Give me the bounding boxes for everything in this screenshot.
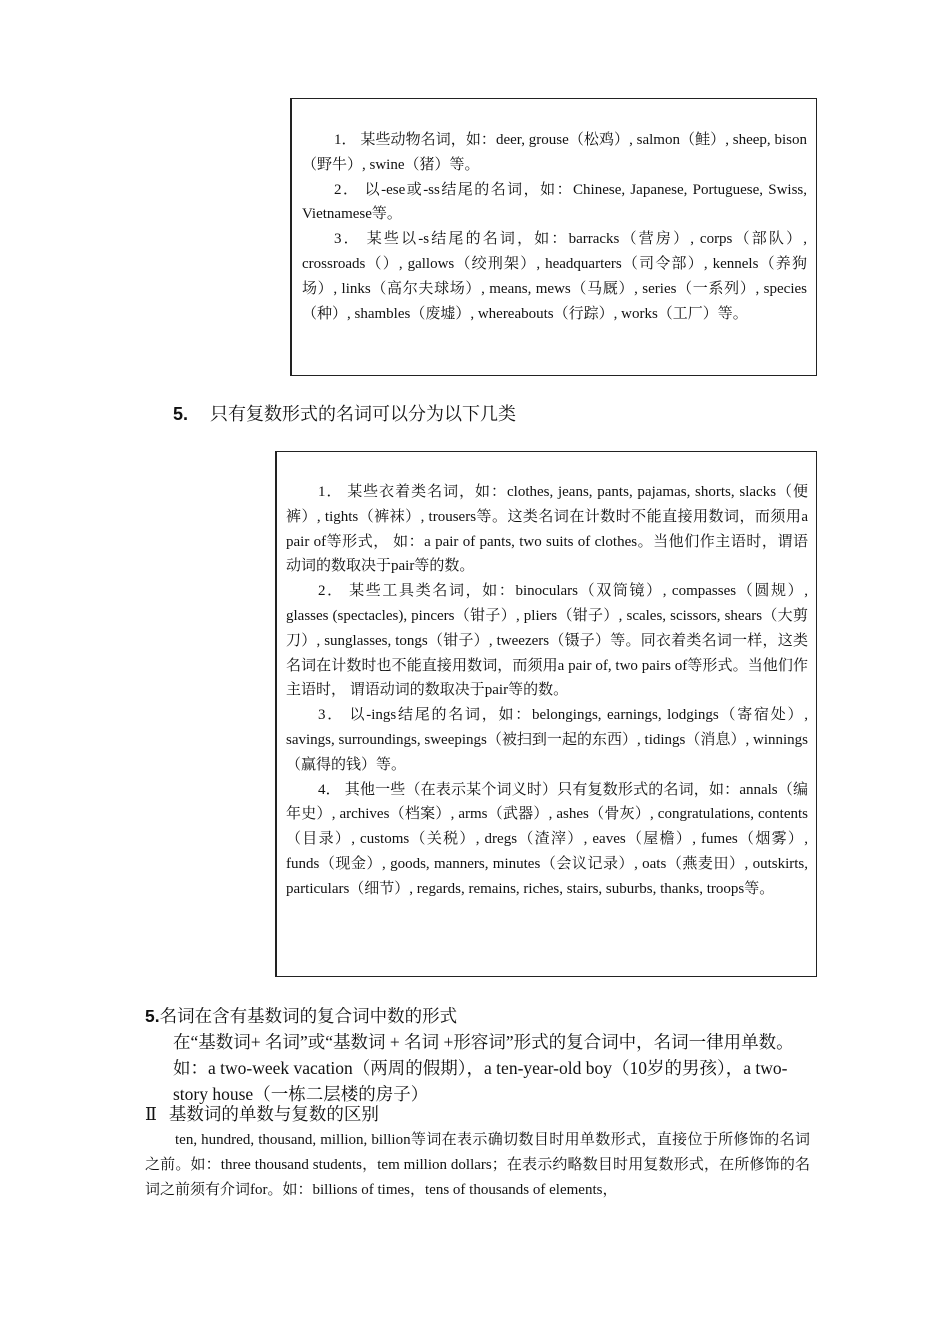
section-heading-plural-only — [173, 400, 516, 426]
list-item: 3． 某些以-s结尾的名词，如：barracks（营房）, corps（部队）, crossroads（）, gallows（绞刑架）, headquarters（司令部）, kennels（养狗场）, links（高尔夫球场）, means, mews（马厩）, series（一系列）, species（种）, shambles（废墟）, whereabouts（行踪）, works（工厂）等。 — [302, 231, 807, 322]
note-box-text — [302, 128, 807, 326]
section-compound-words — [145, 1003, 810, 1107]
section-title: 基数词的单数与复数的区别 — [168, 1104, 379, 1124]
note-box-text — [286, 480, 808, 902]
section-heading — [145, 1003, 810, 1029]
list-item: 4． 其他一些（在表示某个词义时）只有复数形式的名词，如：annals（编年史）, archives（档案）, arms（武器）, ashes（骨灰）, congratulations, contents（目录）, customs（关税）, dregs（渣滓）, eaves（屋檐）, fumes（烟雾）, funds（现金）, goods, manners, minutes（会议记录）, oats（燕麦田）, outskirts, particulars（细节）, regards, remains, riches, stairs, suburbs, thanks, troops等。 — [286, 781, 808, 897]
list-item: 1． 某些动物名词，如：deer, grouse（松鸡）, salmon（鲑）, sheep, bison（野牛）, swine（猪）等。 — [302, 132, 807, 173]
paragraph-text: ten, hundred, thousand, million, billion等词在表示确切数目时用单数形式，直接位于所修饰的名词之前。如：three thousand students，tem million dollars；在表示约略数目时用复数形式，在所修饰的名词之前须有介词for。如：billions of times，tens of thousands of elements， — [145, 1132, 810, 1198]
note-box-plural-only-nouns — [276, 451, 817, 977]
note-box-invariable-nouns — [291, 98, 817, 376]
list-item: 2． 某些工具类名词，如：binoculars（双筒镜）, compasses（圆规）, glasses (spectacles), pincers（钳子）, pliers（钳子）, scales, scissors, shears（大剪刀）, sunglasses, tongs（钳子）, tweezers（镊子）等。同衣着类名词一样，这类名词在计数时也不能直接用数词，而须用a pair of, two pairs of等形式。当他们作主语时， 谓语动词的数取决于pair等的数。 — [286, 583, 808, 699]
section-body: 在“基数词+ 名词”或“基数词 + 名词 +形容词”形式的复合词中，名词一律用单数。如：a two-week vacation（两周的假期），a ten-year-old boy（10岁的男孩），a two-story house（一栋二层楼的房子） — [173, 1032, 794, 1104]
section-title: 只有复数形式的名词可以分为以下几类 — [210, 404, 517, 424]
section-heading-cardinal-numbers — [145, 1101, 379, 1127]
cardinal-number-paragraph — [145, 1128, 810, 1203]
section-number: 5. — [173, 404, 189, 424]
section-number: 5. — [145, 1006, 160, 1026]
list-item: 2． 以-ese或-ss结尾的名词，如：Chinese, Japanese, Portuguese, Swiss, Vietnamese等。 — [302, 181, 807, 223]
list-item: 1． 某些衣着类名词，如：clothes, jeans, pants, pajamas, shorts, slacks（便裤）, tights（裤袜）, trousers等。这类名词在计数时不能直接用数词，而须用a pair of等形式， 如：a pair of pants, two suits of clothes。当他们作主语时，谓语动词的数取决于pair等的数。 — [286, 484, 808, 575]
section-title: 名词在含有基数词的复合词中数的形式 — [159, 1006, 458, 1026]
list-item: 3． 以-ings结尾的名词，如：belongings, earnings, lodgings（寄宿处）, savings, surroundings, sweepings（被扫到一起的东西）, tidings（消息）, winnings（赢得的钱）等。 — [286, 707, 808, 773]
roman-numeral: Ⅱ — [145, 1104, 157, 1124]
